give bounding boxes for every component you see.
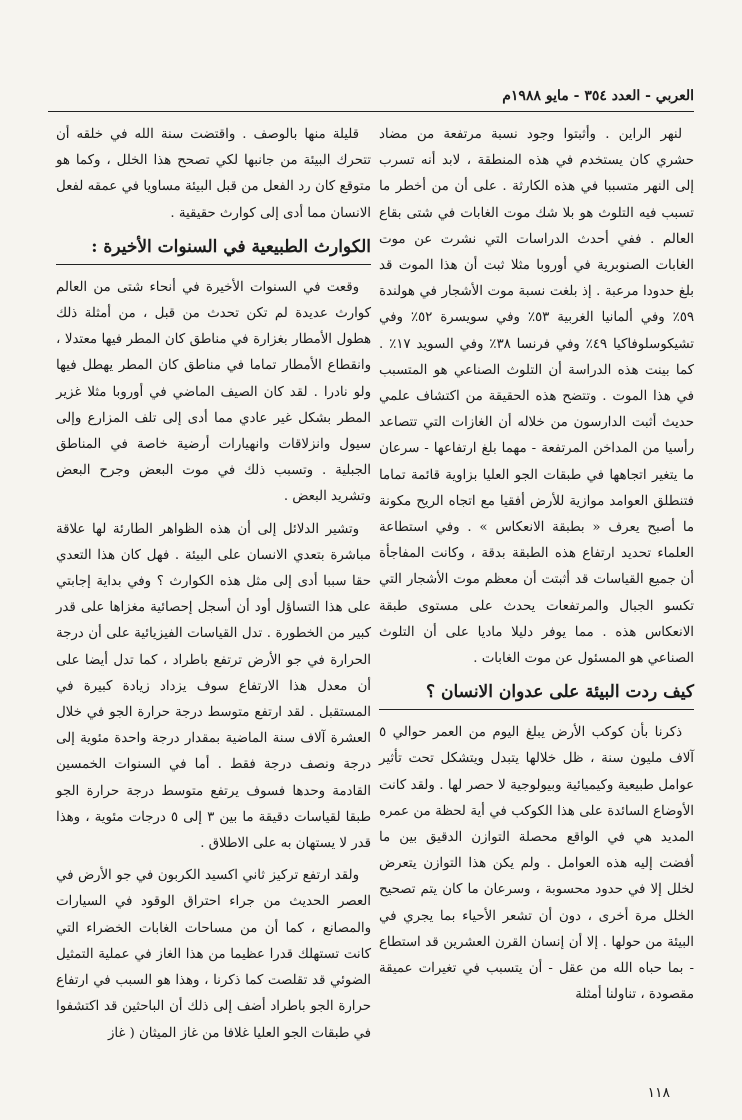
body-paragraph: وقعت في السنوات الأخيرة في أنحاء شتى من العالم كوارث عديدة لم تكن تحدث من قبل ، من أمثلة ذلك هطول الأمطار بغزارة في مناطق كان المطر فيها معتدلا ، وانقطاع الأمطار تماما في مناطق كان المطر يهطل فيها ولو نادرا . لقد كان الصيف الماضي في أوروبا مثلا غزير المطر بشكل غير عادي مما أدى إلى تلف المزارع وإلى سيول وانزلاقات وانهيارات أرضية خاصة في المناطق الجبلية . وتسبب ذلك في موت البعض وجرح البعض وتشريد البعض . [56, 279, 371, 505]
body-paragraph: قليلة منها بالوصف . واقتضت سنة الله في خلقه أن تتحرك البيئة من جانبها لكي تصحح هذا الخلل ، وكما هو متوقع كان رد الفعل من قبل البيئة مساويا في عمقه لفعل الانسان مما أدى إلى كوارث حقيقية . [56, 127, 371, 221]
header-rule [48, 111, 694, 112]
section-heading: الكوارث الطبيعية في السنوات الأخيرة : [56, 233, 371, 265]
section-heading: كيف ردت البيئة على عدوان الانسان ؟ [379, 678, 694, 710]
body-paragraph: وتشير الدلائل إلى أن هذه الظواهر الطارئة لها علاقة مباشرة بتعدي الانسان على البيئة . فهل كان هذا التعدي حقا سببا أدى إلى مثل هذه الكوارث ؟ وفي بداية إجابتي على هذا التساؤل أود أن أسجل إحصائية مغزاها على قدر كبير من الخطورة . تدل القياسات الفيزيائية على أن درجة الحرارة في جو الأرض ترتفع باطراد ، كما تدل أيضا على أن معدل هذا الارتفاع سوف يزداد زيادة كبيرة في المستقبل . لقد ارتفع متوسط درجة حرارة الجو في خلال العشرة آلاف سنة الماضية بمقدار درجة واحدة مئوية إلى درجة ونصف درجة فقط . أما في السنوات الخمسين القادمة وحدها فسوف يرتفع متوسط درجة حرارة الجو طبقا لقياسات دقيقة ما بين ٣ إلى ٥ درجات مئوية ، وهذا قدر لا يستهان به على الاطلاق . [56, 521, 371, 852]
body-paragraph: ذكرنا بأن كوكب الأرض يبلغ اليوم من العمر حوالي ٥ آلاف مليون سنة ، ظل خلالها يتبدل ويتشكل تحت تأثير عوامل طبيعية وكيميائية وبيولوجية لا حصر لها . ولقد كانت الأوضاع السائدة على هذا الكوكب في أية لحظة من عمره المديد هي في الواقع محصلة التوازن الدقيق بين ما أفضت إليه هذه العوامل . ولم يكن هذا التوازن يتعرض لخلل إلا في حدود محسوبة ، وسرعان ما كان يتم تصحيح الخلل مرة أخرى ، دون أن تشعر الأحياء بما يجري في البيئة من حولها . إلا أن إنسان القرن العشرين قد استطاع - بما حباه الله من عقل - أن يتسبب في تغيرات عميقة مقصودة ، تناولنا أمثلة [379, 725, 694, 1003]
left-column [56, 122, 371, 1053]
body-paragraph: ولقد ارتفع تركيز ثاني اكسيد الكربون في جو الأرض في العصر الحديث من جراء احتراق الوقود في السيارات والمصانع ، كما أن من مساحات الغابات الخضراء التي كانت تستهلك قدرا عظيما من هذا الغاز في عملية التمثيل الضوئي قد تقلصت كما ذكرنا ، وهذا هو السبب في ارتفاع حرارة الجو باطراد أضف إلى ذلك أن الباحثين قد اكتشفوا في طبقات الجو العليا غلافا من غاز الميثان ( غاز [56, 868, 371, 1041]
right-column [379, 122, 694, 1015]
page-number: ١١٨ [647, 1085, 670, 1101]
body-paragraph: لنهر الراين . وأثبتوا وجود نسبة مرتفعة من مضاد حشري كان يستخدم في هذه المنطقة ، لابد أنه تسرب إلى النهر متسببا في هذه الكارثة . على أن من أخطر ما تسبب فيه التلوث هو بلا شك موت الغابات في شتى بقاع العالم . ففي أحدث الدراسات التي نشرت عن موت الغابات الصنوبرية في أوروبا مثلا ثبت أن هذا الموت قد بلغ حدودا مرعبة . إذ بلغت نسبة موت الأشجار في هولندة ٥٩٪ وفي ألمانيا الغربية ٥٣٪ وفي سويسرة ٥٢٪ وفي تشيكوسلوفاكيا ٤٩٪ وفي فرنسا ٣٨٪ وفي السويد ١٧٪ . كما بينت هذه الدراسة أن التلوث الصناعي هو المتسبب في هذا الموت . وتتضح هذه الحقيقة من اكتشاف علمي حديث أثبت الدارسون من خلاله أن الغازات التي تتصاعد رأسيا من المداخن المرتفعة - مهما بلغ ارتفاعها - سرعان ما يتغير اتجاهها في طبقات الجو العليا بزاوية قائمة تماما فتنطلق العوامد موازية للأرض أفقيا مع اتجاه الريح مكونة ما أصبح يعرف « بطبقة الانعكاس » . وفي استطاعة العلماء تحديد ارتفاع هذه الطبقة بدقة ، وكانت المفاجأة أن جميع القياسات قد أثبتت أن معظم موت الأشجار التي تكسو الجبال والمرتفعات يحدث على مستوى طبقة الانعكاس هذه . مما يوفر دليلا ماديا على أن التلوث الصناعي هو المسئول عن موت الغابات . [379, 127, 695, 667]
running-header: العربي - العدد ٣٥٤ - مايو ١٩٨٨م [502, 88, 694, 104]
